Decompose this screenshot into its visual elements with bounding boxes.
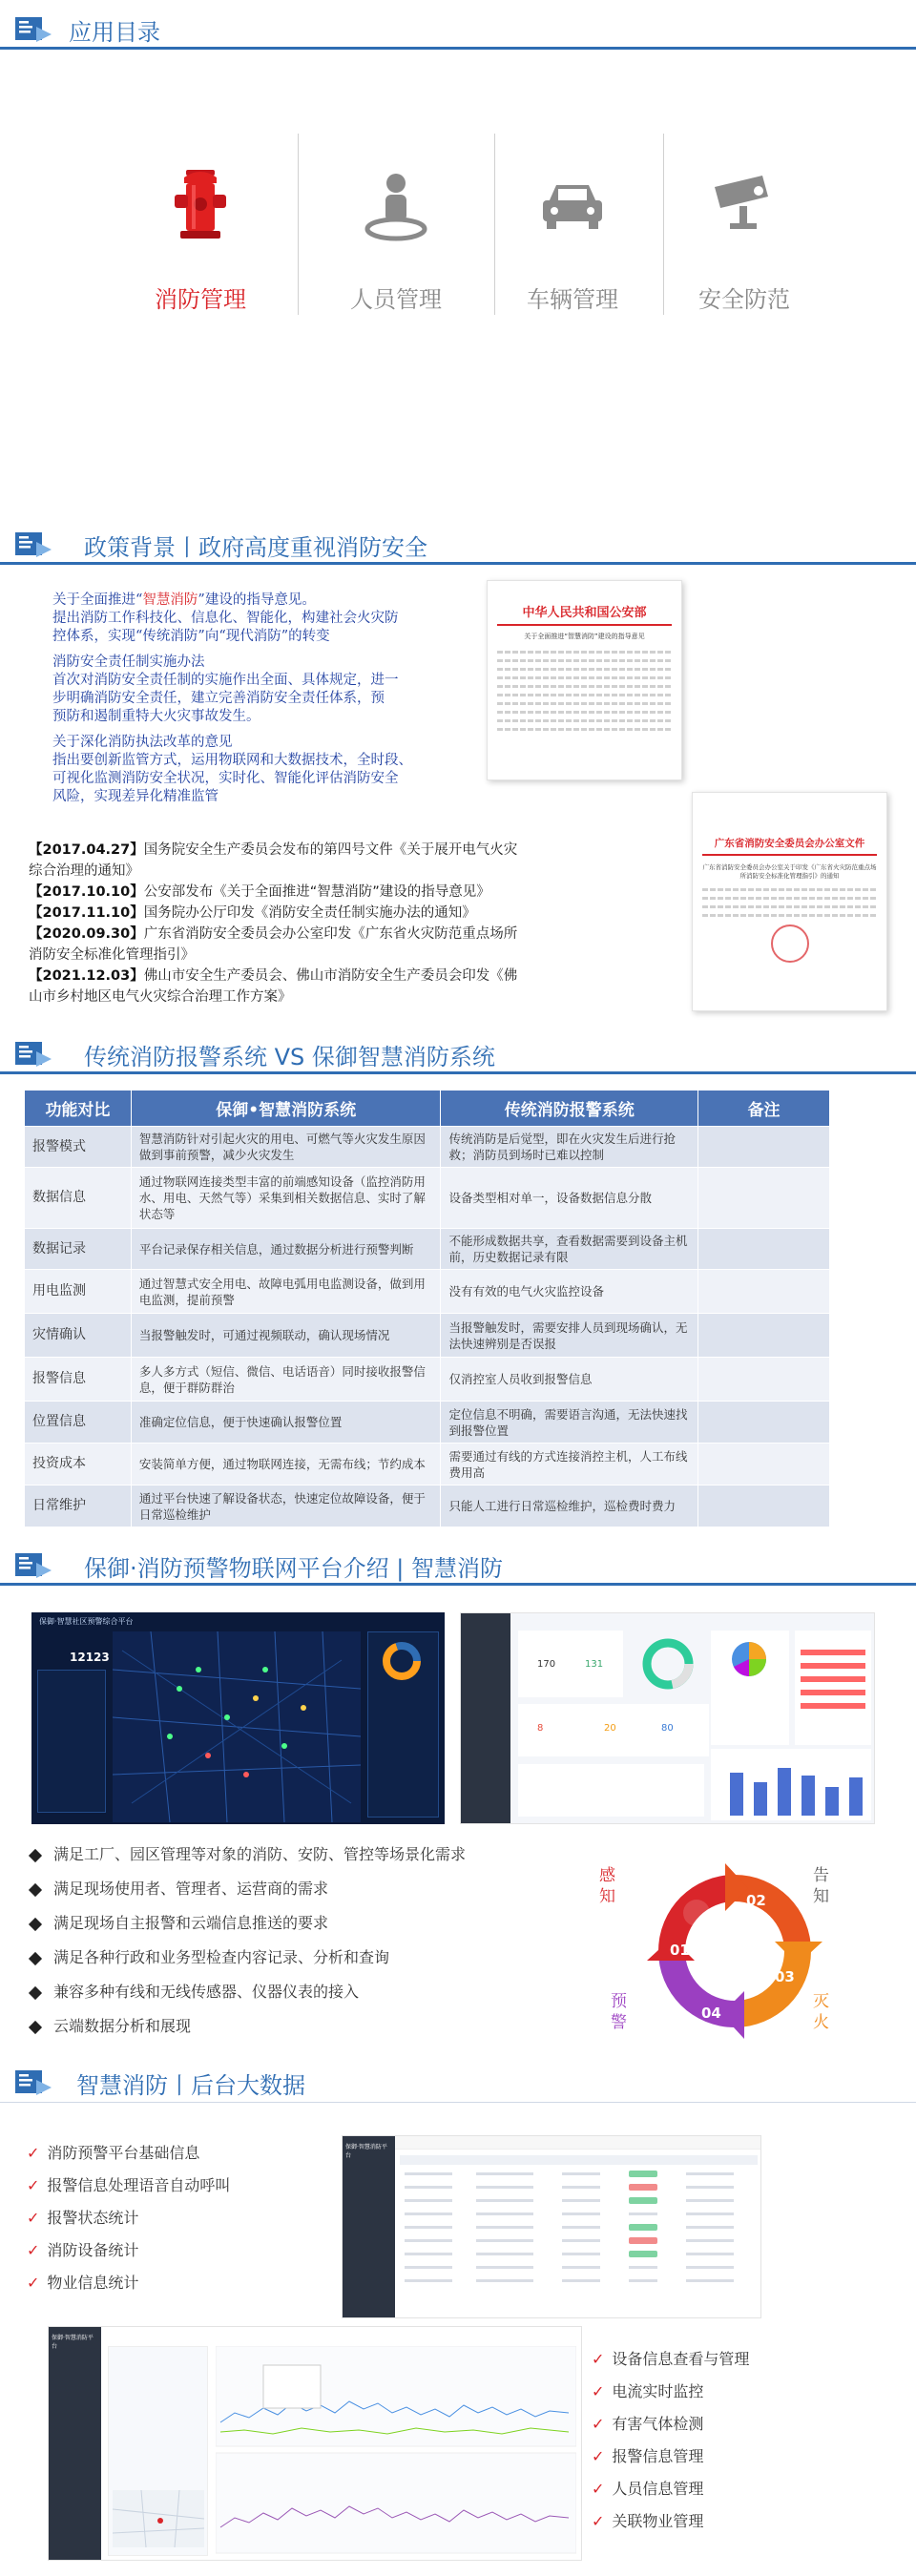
note-cell xyxy=(698,1270,830,1314)
admin-topbar xyxy=(395,2136,760,2150)
app-personnel-management[interactable] xyxy=(301,114,491,324)
section-header-backend xyxy=(0,2061,916,2103)
bar-chart xyxy=(711,1749,871,1820)
divider xyxy=(298,134,299,315)
cycle-label-fire: 灭火 xyxy=(813,1992,829,2032)
dashboard-title: 保御·智慧社区预警综合平台 xyxy=(39,1617,134,1626)
policy-text: 首次对消防安全责任制的实施作出全面、具体规定，进一 xyxy=(52,673,399,688)
column-header: 备注 xyxy=(698,1091,830,1127)
person-location-icon xyxy=(353,162,439,248)
policy-group-enforcement xyxy=(52,734,549,806)
list-item: 兼容多种有线和无线传感器、仪器仪表的接入 xyxy=(31,1975,565,2009)
policy-text: 可视化监测消防安全状况，实时化、智能化评估消防安全 xyxy=(52,771,399,786)
list-item: ✓ 报警信息管理 xyxy=(592,2447,704,2465)
list-item: ✓ 设备信息查看与管理 xyxy=(592,2350,750,2368)
section-header-policy xyxy=(0,523,916,565)
diamond-bullet-icon xyxy=(29,1951,42,1964)
note-cell xyxy=(698,1358,830,1402)
list-item: 满足各种行政和业务型检查内容记录、分析和查询 xyxy=(31,1941,565,1975)
column-header: 保御•智慧消防系统 xyxy=(131,1091,441,1127)
app-catalogue xyxy=(0,114,916,324)
timeline-item: 【2017.04.27】国务院安全生产委员会发布的第四号文件《关于展开电气火灾 xyxy=(29,842,518,858)
table-row xyxy=(25,1358,830,1402)
smart-cell: 准确定位信息，便于快速确认报警位置 xyxy=(131,1402,441,1444)
feature-cell: 报警信息 xyxy=(25,1358,132,1402)
diamond-bullet-icon xyxy=(29,1985,42,1999)
table-row xyxy=(25,1229,830,1270)
policy-text: 关于深化消防执法改革的意见 xyxy=(52,735,233,750)
cycle-diagram xyxy=(592,1846,878,2051)
diamond-bullet-icon xyxy=(29,1917,42,1930)
diamond-bullet-icon xyxy=(29,2020,42,2033)
cctv-camera-icon xyxy=(701,162,787,248)
comparison-table xyxy=(24,1090,830,1527)
app-label: 消防管理 xyxy=(155,286,246,313)
book-icon xyxy=(13,529,53,559)
book-icon xyxy=(13,2067,53,2097)
car-icon xyxy=(530,162,615,248)
list-item: ✓ 关联物业管理 xyxy=(592,2512,704,2530)
process-cycle xyxy=(592,1846,878,2051)
backend-features-right xyxy=(592,2347,878,2542)
cycle-step-02: 02 xyxy=(746,1892,766,1909)
table-row xyxy=(25,1485,830,1527)
admin-sidebar xyxy=(461,1613,510,1824)
traditional-cell: 没有有效的电气火灾监控设备 xyxy=(441,1270,698,1314)
policy-summary xyxy=(52,592,549,814)
list-panel xyxy=(795,1631,871,1745)
table-row xyxy=(25,1168,830,1229)
policy-text: ”建设的指导意见。 xyxy=(198,592,316,608)
policy-text: 提出消防工作科技化、信息化、智能化，构建社会火灾防 xyxy=(52,611,399,626)
check-icon: ✓ xyxy=(592,2415,605,2433)
current-monitor-chart xyxy=(216,2346,576,2556)
traditional-cell: 设备类型相对单一，设备数据信息分散 xyxy=(441,1168,698,1229)
check-icon: ✓ xyxy=(27,2176,40,2194)
policy-text: 预防和遏制重特大火灾事故发生。 xyxy=(52,709,260,724)
table-row xyxy=(25,1314,830,1358)
policy-text: 指出要创新监管方式，运用物联网和大数据技术，全时段、 xyxy=(52,753,412,768)
app-security-defense[interactable] xyxy=(649,114,840,324)
policy-group-responsibility xyxy=(52,654,549,726)
list-item: 满足现场自主报警和云端信息推送的要求 xyxy=(31,1906,565,1941)
backend-table-screenshot xyxy=(342,2135,761,2318)
smart-cell: 通过平台快速了解设备状态，快速定位故障设备，便于日常巡检维护 xyxy=(131,1485,441,1527)
section-underline xyxy=(0,562,916,565)
dashboard-map xyxy=(113,1631,361,1822)
diamond-bullet-icon xyxy=(29,1848,42,1861)
smart-cell: 平台记录保存相关信息，通过数据分析进行预警判断 xyxy=(131,1229,441,1270)
policy-highlight: 智慧消防 xyxy=(142,592,198,608)
list-item: ✓ 报警状态统计 xyxy=(27,2209,139,2227)
policy-text: 步明确消防安全责任，建立完善消防安全责任体系，预 xyxy=(52,691,385,706)
note-cell xyxy=(698,1127,830,1168)
cycle-step-03: 03 xyxy=(775,1968,795,1985)
smart-cell: 通过智慧式安全用电、故障电弧用电监测设备，做到用电监测，提前预警 xyxy=(131,1270,441,1314)
timeline-item: 【2021.12.03】佛山市安全生产委员会、佛山市消防安全生产委员会印发《佛 xyxy=(29,968,518,984)
traditional-cell: 不能形成数据共享，查看数据需要到设备主机前，历史数据记录有限 xyxy=(441,1229,698,1270)
feature-cell: 日常维护 xyxy=(25,1485,132,1527)
admin-sidebar: 保御·智慧消防平台 xyxy=(49,2327,101,2561)
timeline-item: 山市乡村地区电气火灾综合治理工作方案》 xyxy=(29,989,292,1005)
app-label: 安全防范 xyxy=(698,286,790,313)
traditional-cell: 需要通过有线的方式连接消控主机，人工布线费用高 xyxy=(441,1444,698,1485)
policy-text: 消防安全责任制实施办法 xyxy=(52,654,205,670)
cycle-label-perceive: 感知 xyxy=(599,1866,615,1906)
feature-cell: 报警模式 xyxy=(25,1127,132,1168)
note-cell xyxy=(698,1444,830,1485)
stat-card xyxy=(518,1764,704,1817)
backend-features-left xyxy=(27,2141,256,2303)
check-icon: ✓ xyxy=(27,2274,40,2292)
feature-cell: 投资成本 xyxy=(25,1444,132,1485)
feature-list xyxy=(31,1838,565,2044)
ring-chart xyxy=(633,1631,704,1697)
check-icon: ✓ xyxy=(27,2209,40,2227)
donut-chart xyxy=(368,1632,435,1690)
section-title: 政策背景丨政府高度重视消防安全 xyxy=(84,534,427,561)
feature-cell: 位置信息 xyxy=(25,1402,132,1444)
section-header-platform xyxy=(0,1544,916,1586)
traditional-cell: 只能人工进行日常巡检维护，巡检费时费力 xyxy=(441,1485,698,1527)
dashboard-total: 12123 xyxy=(70,1651,110,1664)
note-cell xyxy=(698,1168,830,1229)
section-underline xyxy=(0,1071,916,1074)
timeline-item: 【2017.10.10】公安部发布《关于全面推进“智慧消防”建设的指导意见》 xyxy=(29,884,490,900)
book-icon xyxy=(13,13,53,44)
smart-cell: 智慧消防针对引起火灾的用电、可燃气等火灾发生原因做到事前预警，减少火灾发生 xyxy=(131,1127,441,1168)
list-item: ✓ 消防预警平台基础信息 xyxy=(27,2144,200,2162)
policy-timeline xyxy=(29,840,582,1008)
dashboard-left-panel xyxy=(37,1670,106,1813)
list-item: 满足现场使用者、管理者、运营商的需求 xyxy=(31,1872,565,1906)
timeline-item: 消防安全标准化管理指引》 xyxy=(29,947,195,963)
timeline-item: 【2020.09.30】广东省消防安全委员会办公室印发《广东省火灾防范重点场所 xyxy=(29,926,518,942)
smart-cell: 多人多方式（短信、微信、电话语音）同时接收报警信息，便于群防群治 xyxy=(131,1358,441,1402)
cycle-label-notify: 告知 xyxy=(813,1866,829,1906)
traditional-cell: 当报警触发时，需要安排人员到现场确认，无法快速辨别是否误报 xyxy=(441,1314,698,1358)
traditional-cell: 仅消控室人员收到报警信息 xyxy=(441,1358,698,1402)
cycle-step-01: 01 xyxy=(670,1942,690,1959)
backend-monitor-screenshot xyxy=(48,2326,582,2561)
section-title: 应用目录 xyxy=(69,19,160,46)
list-item: ✓ 人员信息管理 xyxy=(592,2480,704,2498)
table-row xyxy=(25,1444,830,1485)
feature-cell: 数据记录 xyxy=(25,1229,132,1270)
list-item: ✓ 物业信息统计 xyxy=(27,2274,139,2292)
section-underline xyxy=(0,1583,916,1586)
table-header-row xyxy=(25,1091,830,1127)
cycle-step-04: 04 xyxy=(701,2005,721,2022)
list-item: ✓ 有害气体检测 xyxy=(592,2415,704,2433)
timeline-item: 【2017.11.10】国务院办公厅印发《消防安全责任制实施办法的通知》 xyxy=(29,905,476,921)
note-cell xyxy=(698,1229,830,1270)
official-seal-icon xyxy=(771,924,809,963)
feature-cell: 数据信息 xyxy=(25,1168,132,1229)
document-subtitle: 关于全面推进“智慧消防”建设的指导意见 xyxy=(524,633,645,640)
data-table-preview xyxy=(400,2155,758,2316)
column-header: 传统消防报警系统 xyxy=(441,1091,698,1127)
table-row xyxy=(25,1270,830,1314)
table-row xyxy=(25,1127,830,1168)
list-item: ✓ 电流实时监控 xyxy=(592,2382,704,2400)
fire-hydrant-icon xyxy=(157,162,243,248)
document-subtitle: 广东省消防安全委员会办公室关于印发《广东省火灾防范重点场所消防安全标准化管理指引》的通知 xyxy=(702,863,877,880)
list-item: ✓ 报警信息处理语音自动呼叫 xyxy=(27,2176,231,2194)
document-guangdong-fire-committee xyxy=(692,792,887,1011)
dashboard-screenshot xyxy=(31,1612,445,1824)
stat-card: 170 131 xyxy=(518,1631,623,1697)
admin-sidebar: 保御·智慧消防平台 xyxy=(343,2136,395,2318)
timeline-item: 综合治理的通知》 xyxy=(29,863,139,879)
table-row xyxy=(25,1402,830,1444)
device-info-panel xyxy=(108,2346,208,2556)
traditional-cell: 定位信息不明确，需要语言沟通，无法快速找到报警位置 xyxy=(441,1402,698,1444)
note-cell xyxy=(698,1314,830,1358)
app-vehicle-management[interactable] xyxy=(477,114,668,324)
list-item: 满足工厂、园区管理等对象的消防、安防、管控等场景化需求 xyxy=(31,1838,565,1872)
list-item: 云端数据分析和展现 xyxy=(31,2009,565,2044)
check-icon: ✓ xyxy=(592,2447,605,2465)
note-cell xyxy=(698,1402,830,1444)
map-preview xyxy=(113,2490,204,2547)
admin-stats-screenshot xyxy=(460,1612,875,1824)
smart-cell: 当报警触发时，可通过视频联动，确认现场情况 xyxy=(131,1314,441,1358)
section-underline xyxy=(0,47,916,50)
policy-group-smart-fire xyxy=(52,592,549,646)
check-icon: ✓ xyxy=(27,2144,40,2162)
check-icon: ✓ xyxy=(592,2350,605,2368)
document-header: 广东省消防安全委员会办公室文件 xyxy=(714,838,865,849)
smart-cell: 通过物联网连接类型丰富的前端感知设备（监控消防用水、用电、天然气等）采集到相关数据信息、实时了解状态等 xyxy=(131,1168,441,1229)
check-icon: ✓ xyxy=(592,2382,605,2400)
list-item: ✓ 消防设备统计 xyxy=(27,2241,139,2259)
check-icon: ✓ xyxy=(592,2480,605,2498)
stat-card: 8 20 80 xyxy=(518,1704,709,1756)
document-header: 中华人民共和国公安部 xyxy=(522,606,647,620)
book-icon xyxy=(13,1549,53,1580)
note-cell xyxy=(698,1485,830,1527)
diamond-bullet-icon xyxy=(29,1882,42,1896)
policy-text: 控体系，实现“传统消防”向“现代消防”的转变 xyxy=(52,629,330,644)
section-header-apps xyxy=(0,8,916,50)
section-header-compare xyxy=(0,1032,916,1074)
cycle-label-warn: 预警 xyxy=(611,1992,627,2032)
app-label: 人员管理 xyxy=(350,286,442,313)
feature-cell: 灾情确认 xyxy=(25,1314,132,1358)
smart-cell: 安装简单方便，通过物联网连接，无需布线；节约成本 xyxy=(131,1444,441,1485)
book-icon xyxy=(13,1038,53,1069)
traditional-cell: 传统消防是后觉型，即在火灾发生后进行抢救；消防员到场时已难以控制 xyxy=(441,1127,698,1168)
pie-chart xyxy=(711,1631,787,1688)
policy-text: 关于全面推进“ xyxy=(52,592,143,608)
section-title: 传统消防报警系统 VS 保御智慧消防系统 xyxy=(84,1044,495,1070)
document-rule xyxy=(497,624,672,626)
feature-cell: 用电监测 xyxy=(25,1270,132,1314)
document-ministry-public-security xyxy=(487,580,682,780)
app-fire-management[interactable] xyxy=(105,114,296,324)
section-title: 保御·消防预警物联网平台介绍 | 智慧消防 xyxy=(84,1555,503,1582)
policy-text: 风险，实现差异化精准监管 xyxy=(52,789,219,804)
section-underline xyxy=(0,2102,916,2103)
pie-panel xyxy=(711,1631,789,1745)
column-header: 功能对比 xyxy=(25,1091,132,1127)
dashboard-right-panel xyxy=(367,1631,439,1818)
check-icon: ✓ xyxy=(592,2512,605,2530)
section-title: 智慧消防丨后台大数据 xyxy=(76,2072,305,2099)
check-icon: ✓ xyxy=(27,2241,40,2259)
app-label: 车辆管理 xyxy=(527,286,618,313)
document-rule xyxy=(702,854,877,856)
